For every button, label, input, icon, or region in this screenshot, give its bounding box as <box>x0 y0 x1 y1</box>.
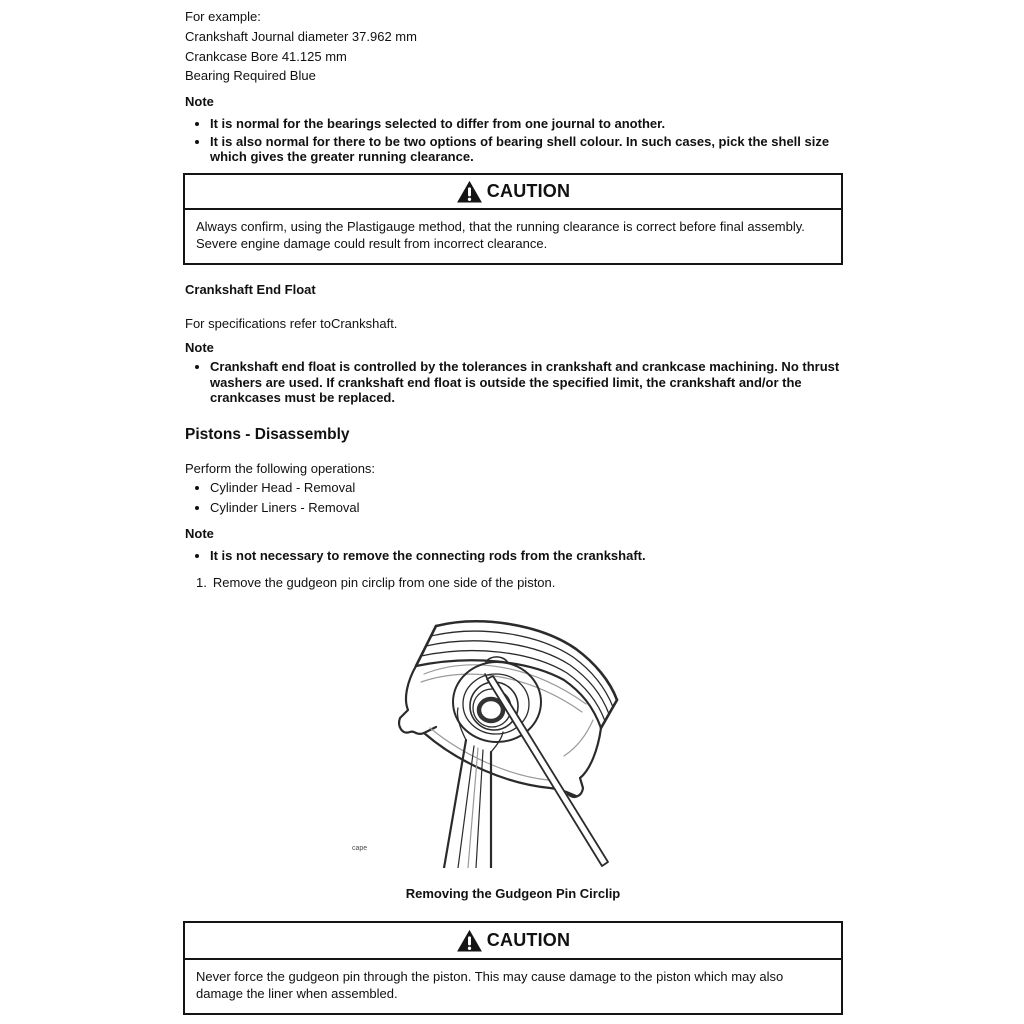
note-heading-3: Note <box>185 526 214 541</box>
caution-header <box>185 175 841 210</box>
caution-box-1 <box>183 173 843 265</box>
piston-circlip-figure <box>390 616 630 868</box>
operation-item: • Cylinder Head - Removal <box>210 480 845 496</box>
note-item: • Crankshaft end float is controlled by the tolerances in crankshaft and crankcase machining. No thrust washers are used. If crankshaft end float is outside the specified limit, the crankshaft and/or the crankcases must be replaced. <box>210 359 845 406</box>
example-intro-line: For example: <box>185 9 261 24</box>
note-heading-1: Note <box>185 94 214 109</box>
operation-item: • Cylinder Liners - Removal <box>210 500 845 516</box>
figure-caption: Removing the Gudgeon Pin Circlip <box>405 886 621 901</box>
warning-triangle-icon <box>456 180 483 204</box>
caution-text: Never force the gudgeon pin through the piston. This may cause damage to the piston which may also damage the liner when assembled. <box>196 969 784 1001</box>
note-heading-2: Note <box>185 340 214 355</box>
caution-title: CAUTION <box>486 181 571 201</box>
note-item: • It is not necessary to remove the connecting rods from the crankshaft. <box>210 548 845 564</box>
section-heading-crankshaft-end-float: Crankshaft End Float <box>185 282 316 297</box>
caution-title: CAUTION <box>486 930 571 950</box>
note-item: • It is normal for the bearings selected to differ from one journal to another. <box>210 116 845 132</box>
section-heading-pistons-disassembly: Pistons - Disassembly <box>185 426 350 443</box>
operations-intro: Perform the following operations: <box>185 461 376 476</box>
caution-box-2 <box>183 921 843 1015</box>
note-item: • It is also normal for there to be two options of bearing shell colour. In such cases, pick the shell size which gives the greater running clearance. <box>210 134 845 165</box>
figure-container <box>390 616 630 868</box>
note-list-1 <box>185 116 845 167</box>
caution-text: Always confirm, using the Plastigauge method, that the running clearance is correct before final assembly. Severe engine damage could result from incorrect clearance. <box>196 219 805 251</box>
operations-list <box>185 480 845 517</box>
spec-journal-diameter: Crankshaft Journal diameter 37.962 mm <box>185 29 417 44</box>
step-number: 1. <box>196 575 207 590</box>
note-list-2 <box>185 359 845 408</box>
crankshaft-end-float-body: For specifications refer toCrankshaft. <box>185 316 398 331</box>
note-list-3 <box>185 548 845 566</box>
figure-watermark: cape <box>352 845 368 852</box>
spec-bearing-required: Bearing Required Blue <box>185 68 316 83</box>
warning-triangle-icon <box>456 929 483 953</box>
step-text: Remove the gudgeon pin circlip from one side of the piston. <box>212 575 556 590</box>
spec-crankcase-bore: Crankcase Bore 41.125 mm <box>185 49 347 64</box>
numbered-step-1 <box>185 575 856 591</box>
caution-header <box>185 923 841 960</box>
